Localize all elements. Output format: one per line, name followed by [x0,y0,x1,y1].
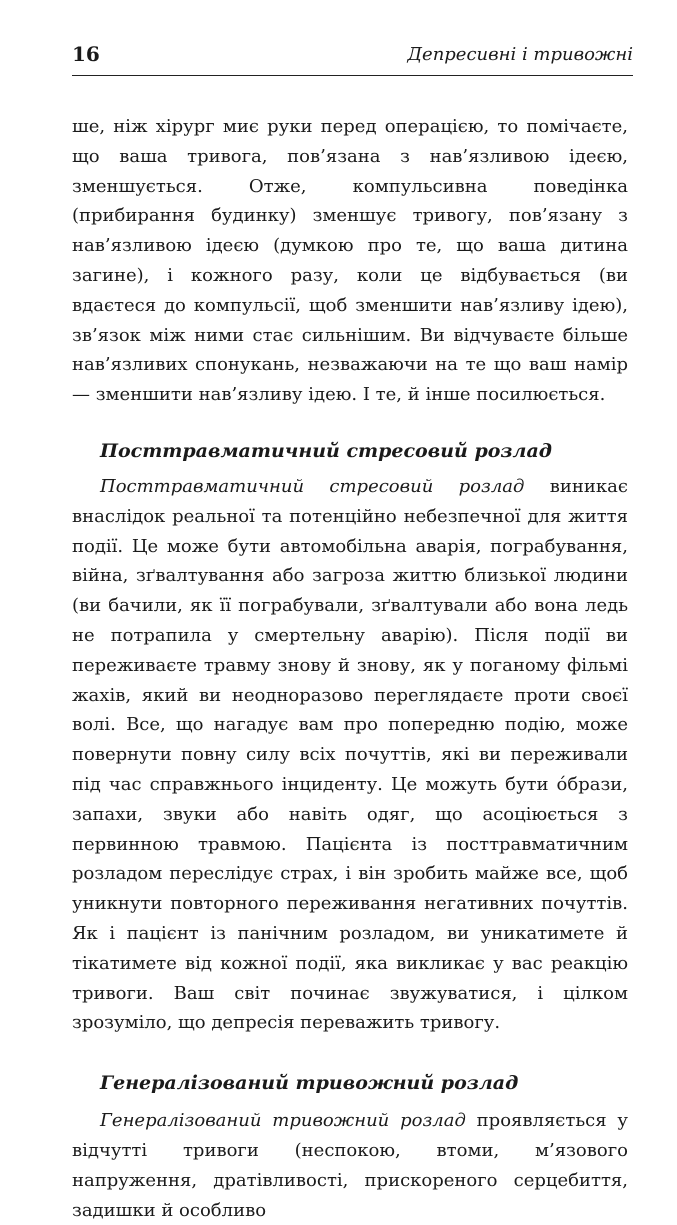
paragraph-gad [72,1106,628,1225]
term-gad: Генералізований тривожний розлад [100,1110,466,1132]
page-number: 16 [72,42,100,66]
term-ptsd: Посттравматичний стресовий розлад [100,475,525,497]
running-title: Депресивні і тривожні [407,44,633,65]
header-rule [72,75,633,76]
paragraph-gad-text: проявляється у відчутті тривоги (неспокою, втоми, м’язового напруження, дратівливості, прискореного серцебиття, задишки й особливо [72,1110,628,1221]
paragraph-ptsd-text: виникає внаслідок реальної та потенційно небезпечної для життя події. Це може бути автомобільна аварія, пограбування, війна, зґвалтування або загроза життю близької людини (ви бачили, як її пограбували, зґвалтували або вона ледь не потрапила у смертельну аварію). Після події ви переживаєте травму знову й знову, як у поганому фільмі жахів, який ви неодноразово переглядаєте проти своєї волі. Все, що нагадує вам про попередню подію, може повернути повну силу всіх почуттів, які ви переживали під час справжнього інциденту. Це можуть бути óбрази, запахи, звуки або навіть одяг, що асоціюється з первинною травмою. Пацієнта із посттравматичним розладом переслідує страх, і він зробить майже все, щоб уникнути повторного переживання негативних почуттів. Як і пацієнт із панічним розладом, ви уникатимете й тікатимете від кожної події, яка викликає у вас реакцію тривоги. Ваш світ починає звужуватися, і цілком зрозуміло, що депресія переважить тривогу. [72,475,628,1034]
paragraph-continued: ше, ніж хірург миє руки перед операцією, то помічаєте, що ваша тривога, пов’язана з нав’язливою ідеєю, зменшується. Отже, компульсивна поведінка (прибирання будинку) зменшує тривогу, пов’язану з нав’язливою ідеєю (думкою про те, що ваша дитина загине), і кожного разу, коли це відбувається (ви вдаєтеся до компульсії, щоб зменшити нав’язливу ідею), зв’язок між ними стає сильнішим. Ви відчуваєте більше нав’язливих спонукань, незважаючи на те що ваш намір — зменшити нав’язливу ідею. І те, й інше посилюється. [72,116,628,406]
paragraph-ptsd [72,472,628,1038]
page-content [72,112,628,1225]
section-heading-ptsd: Посттравматичний стресовий розлад [100,439,552,462]
section-heading-gad: Генералізований тривожний розлад [100,1072,519,1095]
page-header [72,42,633,76]
